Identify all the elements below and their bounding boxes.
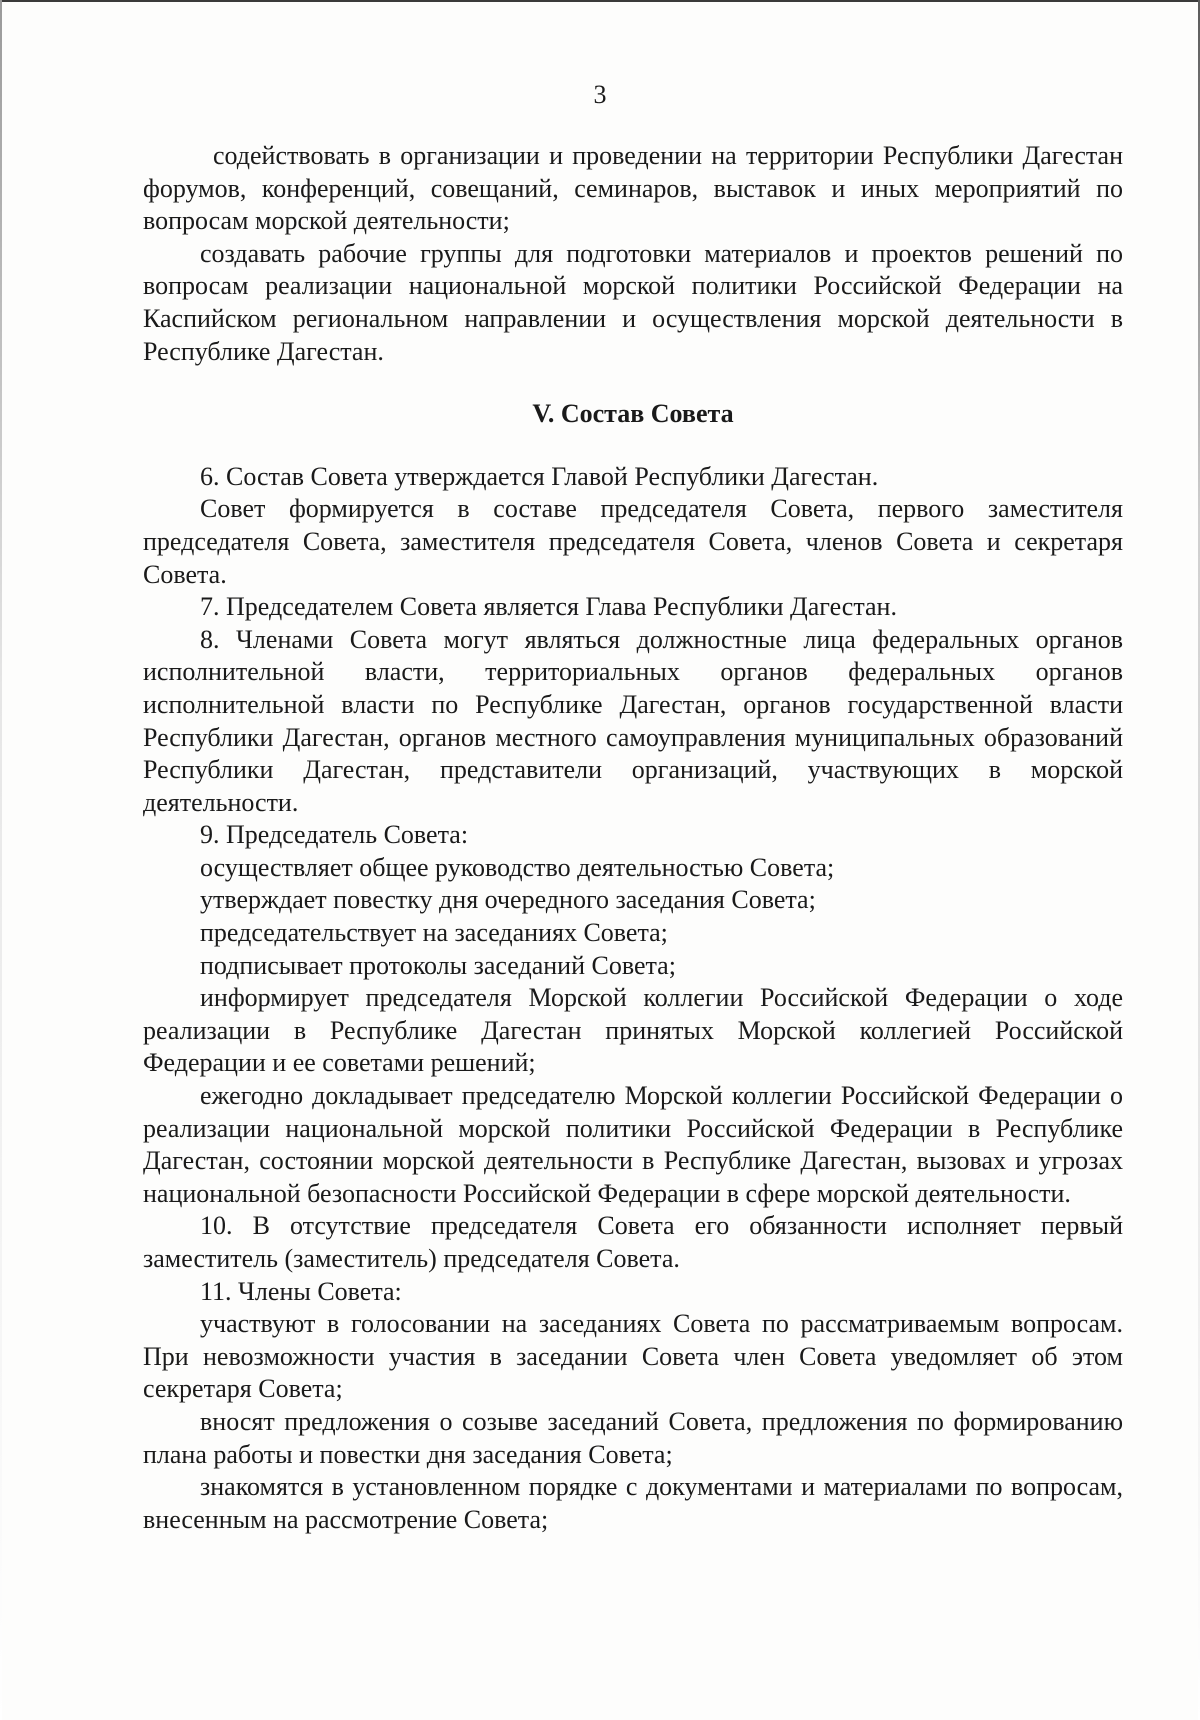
paragraph-item-8: 8. Членами Совета могут являться должностные лица федеральных органов исполнительной власти, территориальных органов федеральных органов исполнительной власти по Республике Дагестан, органов государственной власти Республики Дагестан, органов местного самоуправления муниципальных образований Республики Дагестан, представители организаций, участвующих в морской деятельности. — [143, 624, 1123, 817]
paragraph-forums: содействовать в организации и проведении на территории Республики Дагестан форумов, конференций, совещаний, семинаров, выставок и иных мероприятий по вопросам морской деятельности; — [143, 141, 1123, 236]
list-item-agenda: утверждает повестку дня очередного заседания Совета; — [200, 885, 816, 915]
list-item-proposals: вносят предложения о созыве заседаний Совета, предложения по формированию плана работы и повестки дня заседания Совета; — [143, 1406, 1123, 1469]
scan-edge-top — [0, 0, 1200, 2]
list-item-signs-protocols: подписывает протоколы заседаний Совета; — [200, 950, 676, 980]
paragraph-item-6: 6. Состав Совета утверждается Главой Республики Дагестан. — [200, 461, 879, 491]
list-item-voting: участвуют в голосовании на заседаниях Совета по рассматриваемым вопросам. При невозможности участия в заседании Совета член Совета уведомляет об этом секретаря Совета; — [143, 1309, 1123, 1404]
paragraph-item-7: 7. Председателем Совета является Глава Республики Дагестан. — [200, 592, 897, 622]
list-item-chairs: председательствует на заседаниях Совета; — [200, 918, 668, 948]
paragraph-working-groups: создавать рабочие группы для подготовки материалов и проектов решений по вопросам реализации национальной морской политики Российской Федерации на Каспийском региональном направлении и осуществления морской деятельности в Республике Дагестан. — [143, 238, 1123, 366]
paragraph-item-10: 10. В отсутствие председателя Совета его обязанности исполняет первый заместитель (заместитель) председателя Совета. — [143, 1211, 1123, 1273]
page-number: 3 — [593, 80, 607, 109]
scan-edge-left — [0, 0, 2, 1720]
paragraph-item-11: 11. Члены Совета: — [200, 1276, 402, 1306]
section-heading: V. Состав Совета — [532, 399, 734, 429]
list-item-documents: знакомятся в установленном порядке с документами и материалами по вопросам, внесенным на рассмотрение Совета; — [143, 1472, 1123, 1534]
list-item-general-management: осуществляет общее руководство деятельностью Совета; — [200, 852, 835, 882]
list-item-informs: информирует председателя Морской коллегии Российской Федерации о ходе реализации в Республике Дагестан принятых Морской коллегией Российской Федерации и ее советами решений; — [143, 983, 1123, 1078]
paragraph-item-9: 9. Председатель Совета: — [200, 820, 469, 850]
list-item-annual-report: ежегодно докладывает председателю Морской коллегии Российской Федерации о реализации национальной морской политики Российской Федерации в Республике Дагестан, состоянии морской деятельности в Республике Дагестан, вызовах и угрозах национальной безопасности Российской Федерации в сфере морской деятельности. — [143, 1081, 1123, 1208]
document-body — [143, 140, 1123, 1536]
paragraph-council-formation: Совет формируется в составе председателя Совета, первого заместителя председателя Совета, заместителя председателя Совета, членов Совета и секретаря Совета. — [143, 494, 1123, 589]
